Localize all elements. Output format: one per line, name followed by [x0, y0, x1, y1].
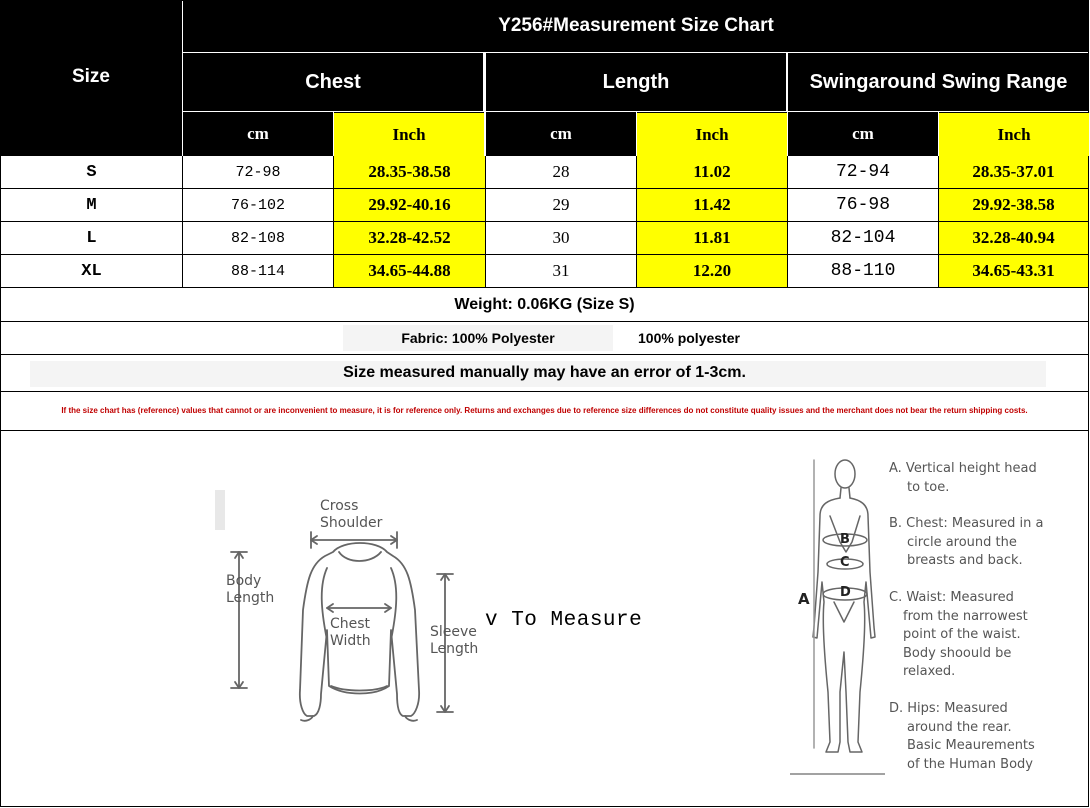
group-header-length: Length — [486, 53, 786, 111]
weight-text: Weight: 0.06KG (Size S) — [454, 295, 635, 313]
cell-swing-cm: 88-110 — [788, 255, 939, 288]
cell-size: XL — [0, 255, 183, 288]
cell-chest-cm: 82-108 — [183, 222, 334, 255]
body-note-c-line1: C. Waist: Measured — [889, 590, 1014, 605]
body-note-c-line2: from the narrowest — [903, 608, 1028, 624]
fabric-row — [0, 322, 1089, 355]
fabric-label-alt: 100% polyester — [638, 330, 740, 346]
cell-chest-cm: 72-98 — [183, 156, 334, 189]
body-note-d — [889, 700, 1035, 774]
cross-shoulder-line1: Cross — [320, 498, 359, 514]
cell-chest-inch: 28.35-38.58 — [334, 156, 486, 189]
cell-length-cm: 31 — [486, 255, 637, 288]
chest-width-line1: Chest — [330, 616, 371, 632]
cell-swing-inch: 28.35-37.01 — [939, 156, 1089, 189]
body-note-d-line1: D. Hips: Measured — [889, 701, 1008, 716]
chart-title: Y256#Measurement Size Chart — [183, 0, 1089, 52]
body-note-c-line3: point of the waist. — [903, 627, 1021, 642]
cell-length-cm: 28 — [486, 156, 637, 189]
unit-header-chest-inch: Inch — [334, 112, 484, 156]
body-note-b — [889, 515, 1043, 571]
body-note-c-line4: Body shoould be — [903, 645, 1012, 661]
body-measure-illustration — [790, 452, 885, 777]
body-note-c-line5: relaxed. — [903, 664, 956, 679]
cell-size: M — [0, 189, 183, 222]
cell-swing-cm: 72-94 — [788, 156, 939, 189]
group-header-chest: Chest — [183, 53, 483, 111]
unit-header-length-inch: Inch — [637, 112, 787, 156]
body-note-d-line4: of the Human Body — [907, 756, 1033, 772]
body-note-d-line2: around the rear. — [907, 719, 1012, 735]
cell-length-cm: 30 — [486, 222, 637, 255]
disclaimer-row — [0, 392, 1089, 431]
cell-length-inch: 11.42 — [637, 189, 788, 222]
body-label-a: A — [798, 590, 810, 608]
body-note-a-line2: to toe. — [907, 479, 950, 495]
body-note-a — [889, 460, 1037, 497]
unit-header-chest-cm: cm — [183, 112, 333, 156]
body-note-b-line2: circle around the — [907, 534, 1017, 550]
cell-size: S — [0, 156, 183, 189]
sleeve-length-label — [430, 624, 478, 658]
unit-header-swing-cm: cm — [788, 112, 938, 156]
cell-chest-inch: 34.65-44.88 — [334, 255, 486, 288]
cell-length-inch: 12.20 — [637, 255, 788, 288]
unit-header-swing-inch: Inch — [939, 112, 1089, 156]
cell-swing-inch: 32.28-40.94 — [939, 222, 1089, 255]
disclaimer-text: If the size chart has (reference) values that cannot or are inconvenient to measure, it is for reference only. Returns and exchanges due to reference size differences do not constitute quality issues and the merchant does not bear the return shipping costs. — [61, 406, 1028, 415]
body-note-b-line1: B. Chest: Measured in a — [889, 516, 1044, 531]
chest-width-line2: Width — [330, 633, 371, 649]
error-text: Size measured manually may have an error of 1-3cm. — [343, 364, 746, 381]
weight-row — [0, 288, 1089, 322]
cross-shoulder-line2: Shoulder — [320, 515, 383, 531]
error-row — [0, 355, 1089, 392]
body-length-label — [226, 573, 274, 607]
cell-size: L — [0, 222, 183, 255]
size-header-label: Size — [71, 66, 111, 87]
cross-shoulder-label — [320, 498, 382, 532]
cell-length-cm: 29 — [486, 189, 637, 222]
body-label-d: D — [840, 585, 851, 600]
body-note-d-line3: Basic Meaurements — [907, 738, 1035, 753]
cell-length-inch: 11.81 — [637, 222, 788, 255]
unit-header-length-cm: cm — [486, 112, 636, 156]
body-label-b: B — [840, 532, 850, 547]
body-length-line1: Body — [226, 573, 262, 589]
fabric-label: Fabric: 100% Polyester — [343, 325, 613, 351]
cell-chest-cm: 76-102 — [183, 189, 334, 222]
chest-width-label — [330, 616, 371, 650]
cell-chest-inch: 32.28-42.52 — [334, 222, 486, 255]
how-to-measure-text: v To Measure — [485, 609, 643, 632]
body-label-c: C — [840, 555, 850, 570]
body-note-c — [889, 589, 1028, 682]
sleeve-length-line1: Sleeve — [430, 624, 477, 640]
cell-length-inch: 11.02 — [637, 156, 788, 189]
sleeve-length-line2: Length — [430, 641, 479, 657]
body-length-line2: Length — [226, 590, 275, 606]
cell-swing-cm: 76-98 — [788, 189, 939, 222]
size-header — [0, 0, 182, 156]
group-header-swing: Swingaround Swing Range — [788, 53, 1089, 111]
cell-swing-inch: 34.65-43.31 — [939, 255, 1089, 288]
cell-chest-inch: 29.92-40.16 — [334, 189, 486, 222]
cell-swing-cm: 82-104 — [788, 222, 939, 255]
cell-swing-inch: 29.92-38.58 — [939, 189, 1089, 222]
body-note-a-line1: A. Vertical height head — [889, 461, 1037, 476]
cell-chest-cm: 88-114 — [183, 255, 334, 288]
body-note-b-line3: breasts and back. — [907, 553, 1023, 568]
